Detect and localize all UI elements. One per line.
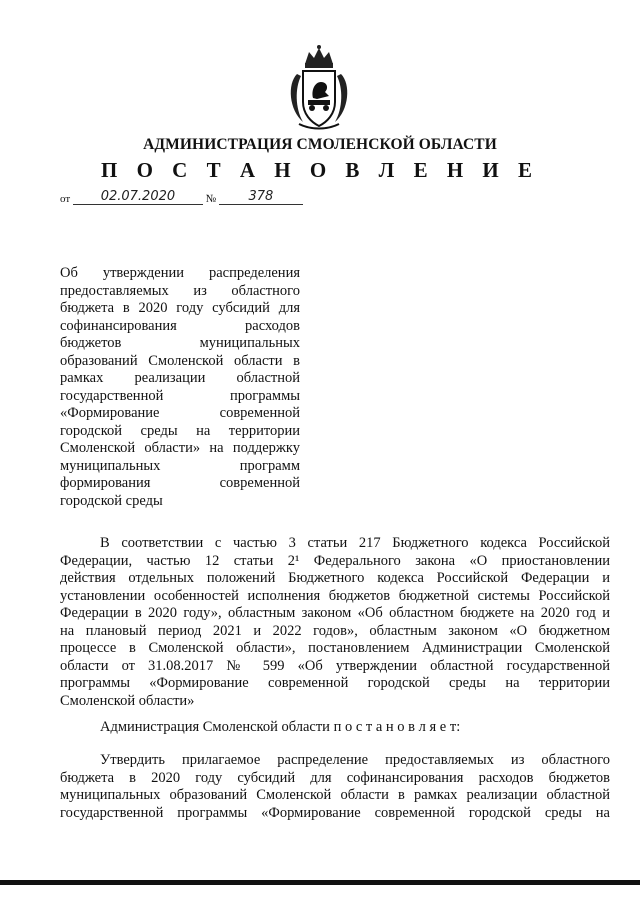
paragraph-line: Федерации, частью 12 статьи 2¹ Федерального закона «О приостановлении <box>60 552 610 569</box>
paragraph-line: Администрация Смоленской области п о с т а н о в л я е т: <box>100 719 461 735</box>
title-line: Смоленской области» на поддержку <box>60 440 300 456</box>
page-bottom-border <box>0 880 640 885</box>
paragraph-line: на плановый период 2021 и 2022 годов», областным законом «О бюджетном <box>60 622 610 639</box>
organization-name: АДМИНИСТРАЦИЯ СМОЛЕНСКОЙ ОБЛАСТИ <box>143 136 497 153</box>
paragraph-line: процессе в Смоленской области», постановлением Администрации Смоленской <box>60 640 610 656</box>
title-line: бюджетов муниципальных <box>60 335 300 351</box>
document-type: П О С Т А Н О В Л Е Н И Е <box>100 158 539 182</box>
title-line: муниципальных программ <box>60 457 300 474</box>
title-line: рамках реализации областной <box>60 370 300 386</box>
resolution-paragraph <box>60 719 610 737</box>
paragraph-line: действия отдельных положений Бюджетного кодекса Российской Федерации и <box>60 570 610 586</box>
title-line: софинансирования расходов <box>60 317 300 334</box>
title-line: городской среды <box>60 492 163 509</box>
number-label: № <box>205 193 217 205</box>
paragraph-line: В соответствии с частью 3 статьи 217 Бюджетного кодекса Российской <box>100 535 610 551</box>
paragraph-line: муниципальных образований Смоленской области в рамках реализации областной <box>60 787 610 803</box>
title-line: формирования современной <box>60 475 300 491</box>
date-label: от <box>60 193 71 205</box>
smolensk-coat-of-arms-icon <box>283 44 355 132</box>
paragraph-line: Смоленской области» <box>60 692 195 709</box>
decision-paragraph <box>60 752 610 822</box>
paragraph-line: области от 31.08.2017 № 599 «Об утверждении областной государственной <box>60 657 610 674</box>
paragraph-line: Утвердить прилагаемое распределение предоставляемых из областного <box>100 752 610 768</box>
paragraph-line: Федерации в 2020 году», областным законом «Об областном бюджете на 2020 год и <box>60 605 610 621</box>
title-line: «Формирование современной <box>60 405 300 421</box>
title-line: Об утверждении распределения <box>60 265 300 281</box>
preamble-paragraph <box>60 535 610 710</box>
document-title <box>60 265 300 510</box>
title-line: государственной программы <box>60 387 300 404</box>
paragraph-line: бюджета в 2020 году субсидий для софинансирования расходов бюджетов <box>60 769 610 786</box>
date-value: 02.07.2020 <box>73 190 203 205</box>
title-line: образований Смоленской области в <box>60 352 300 369</box>
title-line: городской среды на территории <box>60 422 300 439</box>
date-number-line <box>60 190 303 205</box>
paragraph-line: государственной программы «Формирование современной городской среды на <box>60 804 610 821</box>
title-line: бюджета в 2020 году субсидий для <box>60 300 300 316</box>
paragraph-line: установлении особенностей исполнения бюджетов бюджетной системы Российской <box>60 587 610 604</box>
number-value: 378 <box>219 190 303 205</box>
paragraph-line: программы «Формирование современной городской среды на территории <box>60 675 610 691</box>
title-line: предоставляемых из областного <box>60 282 300 299</box>
